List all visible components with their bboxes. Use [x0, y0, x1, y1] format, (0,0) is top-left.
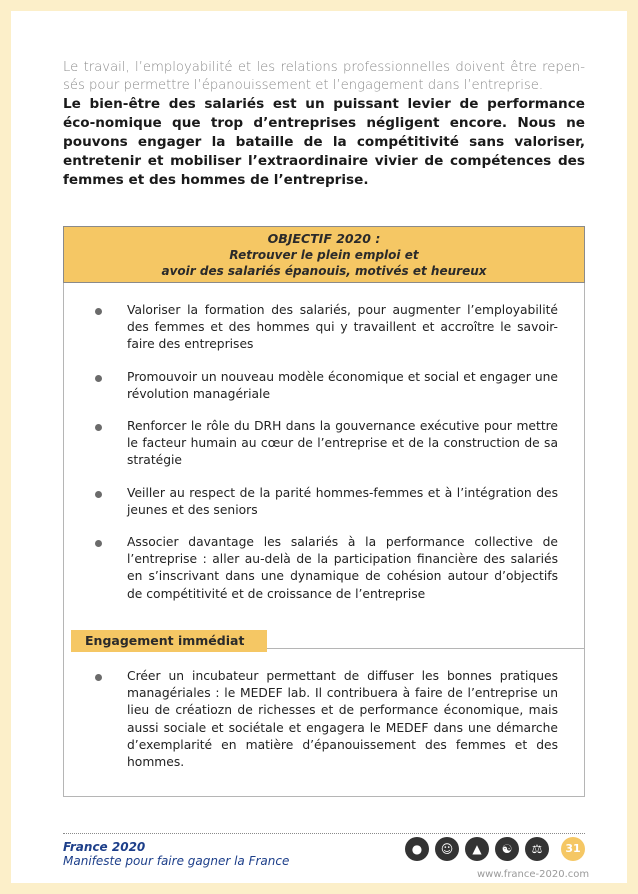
list-item — [94, 369, 558, 403]
bullet-icon — [95, 491, 102, 498]
people-icon: ☺ — [435, 837, 459, 861]
footer-divider — [63, 833, 585, 834]
objective-title: OBJECTIF 2020 : — [267, 231, 381, 246]
list-item — [94, 534, 558, 603]
list-item — [94, 302, 558, 354]
bullet-icon — [95, 375, 102, 382]
objective-line-1: Retrouver le plein emploi et — [229, 248, 419, 262]
factory-icon: ▲ — [465, 837, 489, 861]
brain-icon: ● — [405, 837, 429, 861]
bullet-icon — [95, 424, 102, 431]
list-item — [94, 485, 558, 519]
bullet-icon — [95, 540, 102, 547]
objective-list — [94, 302, 558, 603]
list-item-text: Valoriser la formation des salariés, pour augmenter l’employabilité des femmes et des hommes qui y travaillent et accroître le savoir-faire des entreprises — [127, 303, 558, 352]
list-item-text: Associer davantage les salariés à la performance collective de l’entreprise : aller au-delà de la participation financière des salariés en s’inscrivant dans une dynamique de cohésion autour d’objectifs de compétitivité et de croissance de l’entreprise — [127, 535, 558, 601]
list-item-text: Créer un incubateur permettant de diffuser les bonnes pratiques managériales : le MEDEF lab. Il contribuera à faire de l’entreprise un lieu de créatiozn de richesses et de performance économique, mais aussi sociale et sociétale et engagera le MEDEF dans une démarche d’exemplarité en matière d’épanouissement des femmes et des hommes. — [127, 669, 558, 770]
engagement-list — [94, 668, 558, 771]
objective-box — [63, 226, 585, 797]
divider — [267, 648, 585, 649]
footer-url[interactable]: www.france-2020.com — [477, 869, 590, 880]
bullet-icon — [95, 308, 102, 315]
footer-title: France 2020 — [63, 840, 146, 854]
list-item-text: Veiller au respect de la parité hommes-femmes et à l’intégration des jeunes et des seniors — [127, 485, 558, 517]
footer-subtitle: Manifeste pour faire gagner la France — [63, 854, 290, 868]
engagement-label: Engagement immédiat — [71, 630, 267, 652]
page-number: 31 — [561, 837, 585, 861]
list-item — [94, 668, 558, 771]
intro-bold-text: Le bien-être des salariés est un puissant levier de performance éco-nomique que trop d’entreprises négligent encore. Nous ne pouvons engager la bataille de la compétitivité sans valoriser, entretenir et mobiliser l’extraordinaire vivier de compétences des femmes et des hommes de l’entreprise. — [63, 95, 585, 188]
page — [11, 11, 627, 883]
list-item — [94, 418, 558, 470]
objective-line-2: avoir des salariés épanouis, motivés et heureux — [161, 264, 487, 278]
theme-icons — [405, 837, 549, 861]
list-item-text: Promouvoir un nouveau modèle économique et social et engager une révolution managériale — [127, 369, 558, 401]
bullet-icon — [95, 674, 102, 681]
objective-header — [63, 226, 585, 283]
intro-paragraph — [63, 59, 585, 190]
list-item-text: Renforcer le rôle du DRH dans la gouvernance exécutive pour mettre le facteur humain au cœur de l’entreprise et de la construction de sa stratégie — [127, 419, 558, 468]
intro-light-text: Le travail, l’employabilité et les relations professionnelles doivent être repen-sés pour permettre l’épanouissement et l’engagement dans l’entreprise. — [63, 60, 585, 93]
handshake-icon: ☯ — [495, 837, 519, 861]
scale-icon: ⚖ — [525, 837, 549, 861]
